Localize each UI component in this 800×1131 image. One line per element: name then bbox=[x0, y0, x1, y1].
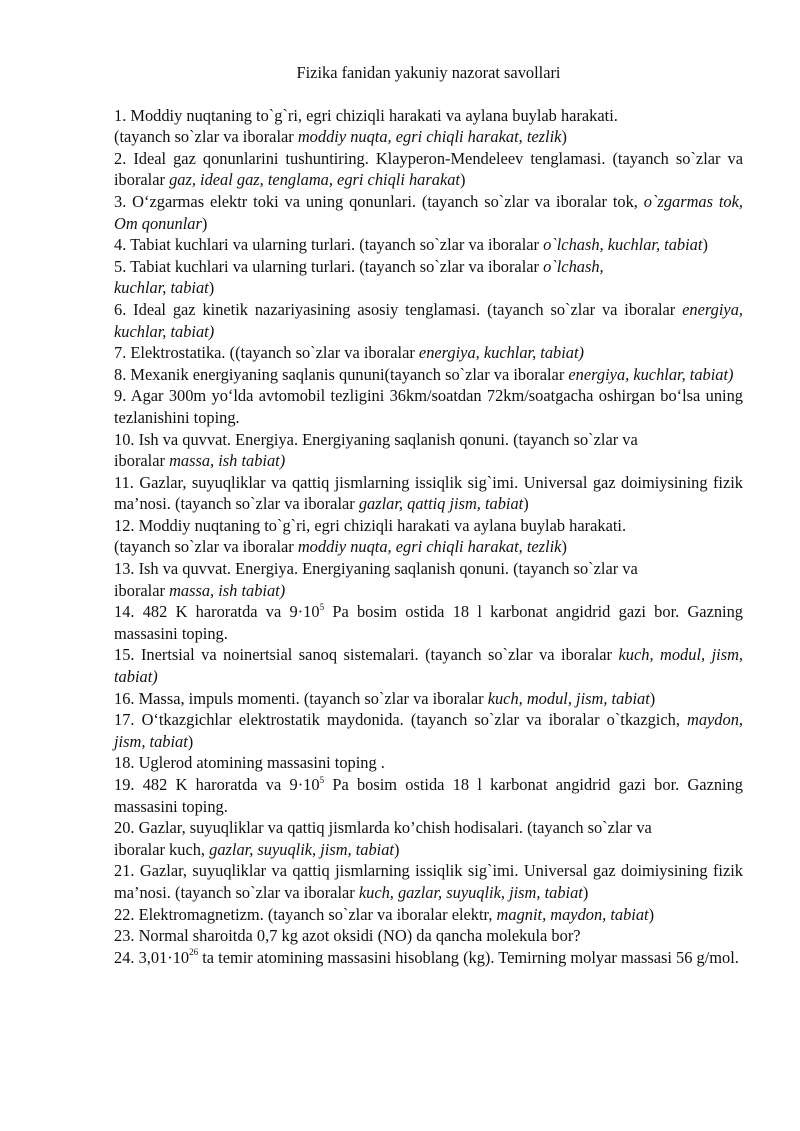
question-text: ) bbox=[201, 213, 208, 233]
question-text: ) bbox=[582, 882, 589, 902]
question-text: 7. Elektrostatika. ((tayanch so`zlar va iboralar bbox=[114, 343, 419, 363]
keyword-text: energiya, kuchlar, tabiat) bbox=[568, 364, 734, 384]
question-text: ) bbox=[648, 904, 655, 924]
question-item bbox=[114, 752, 743, 774]
keyword-text: o`lchash, bbox=[543, 256, 604, 276]
question-text: 5. Tabiat kuchlari va ularning turlari. (tayanch so`zlar va iboralar bbox=[114, 256, 544, 276]
question-item bbox=[114, 256, 743, 299]
keyword-text: moddiy nuqta, egri chiqli harakat, tezlik bbox=[297, 537, 562, 557]
question-text: 12. Moddiy nuqtaning to`g`ri, egri chiziqli harakati va aylana buylab harakati. bbox=[114, 515, 627, 535]
question-text: ) bbox=[702, 235, 708, 255]
question-text: ) bbox=[523, 494, 529, 514]
question-item bbox=[114, 191, 743, 234]
question-text: ) bbox=[459, 170, 466, 190]
exponent-text: 5 bbox=[319, 774, 325, 785]
keyword-text: massa, ish tabiat) bbox=[169, 580, 286, 600]
question-item bbox=[114, 148, 743, 191]
question-text: 16. Massa, impuls momenti. (tayanch so`zlar va iboralar bbox=[114, 688, 488, 708]
question-item bbox=[114, 385, 743, 428]
question-text: ) bbox=[393, 839, 400, 859]
exponent-text: 26 bbox=[189, 947, 199, 958]
keyword-text: gaz, ideal gaz, tenglama, egri chiqli harakat bbox=[169, 170, 460, 190]
question-text: 15. Inertsial va noinertsial sanoq sistemalari. (tayanch so`zlar va iboralar bbox=[114, 645, 619, 665]
question-text: ) bbox=[187, 731, 194, 751]
question-text: 17. O‘tkazgichlar elektrostatik maydonida. (tayanch so`zlar va iboralar o`tkazgich, bbox=[114, 710, 687, 730]
question-text: ) bbox=[561, 127, 567, 147]
question-text: 2. Ideal gaz qonunlarini tushuntiring. Klayperon-Mendeleev tenglamasi. (tayanch so`zlar va iboralar bbox=[114, 148, 743, 190]
question-text: (tayanch so`zlar va iboralar bbox=[114, 127, 298, 147]
keyword-text: massa, ish tabiat) bbox=[169, 451, 286, 471]
keyword-text: o`lchash, kuchlar, tabiat bbox=[543, 235, 703, 255]
keyword-text: o`zgarmas tok, Om qonunlar bbox=[114, 191, 743, 233]
question-text: ) bbox=[561, 537, 567, 557]
page-title: Fizika fanidan yakuniy nazorat savollari bbox=[296, 63, 561, 82]
question-text: 9. Agar 300m yo‘lda avtomobil tezligini 36km/soatdan 72km/soatgacha oshirgan bo‘lsa uning tezlanishini toping. bbox=[114, 386, 743, 427]
question-text: 14. 482 K haroratda va 9·10 bbox=[114, 602, 320, 622]
question-text: 24. 3,01·10 bbox=[114, 947, 190, 967]
question-text: (tayanch so`zlar va iboralar bbox=[114, 537, 298, 557]
question-text: iboralar kuch, bbox=[114, 839, 210, 859]
question-text: 19. 482 K haroratda va 9·10 bbox=[114, 775, 320, 794]
question-item bbox=[114, 947, 743, 969]
question-item bbox=[114, 472, 743, 515]
keyword-text: gazlar, qattiq jism, tabiat bbox=[358, 494, 524, 514]
question-item bbox=[114, 644, 743, 687]
question-item bbox=[114, 925, 743, 947]
question-text: ta temir atomining massasini hisoblang (kg). Temirning molyar massasi 56 g/mol. bbox=[198, 947, 739, 967]
question-text: Pa bosim ostida 18 l karbonat angidrid gazi bor. Gazning massasini toping. bbox=[114, 602, 743, 643]
question-item bbox=[114, 688, 743, 710]
keyword-text: moddiy nuqta, egri chiqli harakat, tezlik bbox=[297, 127, 562, 147]
question-text: 20. Gazlar, suyuqliklar va qattiq jismlarda ko’chish hodisalari. (tayanch so`zlar va bbox=[114, 818, 652, 838]
exponent-text: 5 bbox=[319, 601, 325, 612]
question-item bbox=[114, 364, 743, 386]
question-text: Pa bosim ostida 18 l karbonat angidrid gazi bor. Gazning massasini toping. bbox=[114, 775, 743, 816]
question-text: 22. Elektromagnetizm. (tayanch so`zlar va iboralar elektr, bbox=[114, 904, 497, 924]
question-text: 10. Ish va quvvat. Energiya. Energiyaning saqlanish qonuni. (tayanch so`zlar va bbox=[114, 429, 638, 449]
question-item bbox=[114, 299, 743, 342]
keyword-text: kuch, gazlar, suyuqlik, jism, tabiat bbox=[358, 882, 583, 902]
question-text: 21. Gazlar, suyuqliklar va qattiq jismlarning issiqlik sig`imi. Universal gaz doimiysining fizik ma’nosi. (tayanch so`zlar va iboralar bbox=[114, 861, 743, 902]
question-item bbox=[114, 904, 743, 926]
question-text: 6. Ideal gaz kinetik nazariyasining asosiy tenglamasi. (tayanch so`zlar va iboralar bbox=[114, 299, 683, 319]
question-text: 4. Tabiat kuchlari va ularning turlari. (tayanch so`zlar va iboralar bbox=[114, 235, 544, 255]
question-item bbox=[114, 515, 743, 558]
question-item bbox=[114, 817, 743, 860]
question-text: 11. Gazlar, suyuqliklar va qattiq jismlarning issiqlik sig`imi. Universal gaz doimiysining fizik ma’nosi. (tayanch so`zlar va iboralar bbox=[114, 472, 743, 514]
keyword-text: energiya, kuchlar, tabiat) bbox=[418, 343, 585, 363]
keyword-text: kuch, modul, jism, tabiat) bbox=[114, 645, 744, 687]
question-text: 13. Ish va quvvat. Energiya. Energiyaning saqlanish qonuni. (tayanch so`zlar va bbox=[114, 559, 638, 579]
question-text: iboralar bbox=[114, 451, 170, 471]
question-text: ) bbox=[649, 688, 656, 708]
keyword-text: kuchlar, tabiat bbox=[114, 278, 209, 298]
question-item bbox=[114, 774, 743, 817]
question-text: 8. Mexanik energiyaning saqlanis qununi(tayanch so`zlar va iboralar bbox=[114, 364, 569, 384]
keyword-text: gazlar, suyuqlik, jism, tabiat bbox=[209, 839, 394, 859]
question-text: iboralar bbox=[114, 580, 170, 600]
question-item bbox=[114, 234, 743, 256]
question-item bbox=[114, 860, 743, 903]
question-item bbox=[114, 709, 743, 752]
keyword-text: maydon, jism, tabiat bbox=[114, 710, 743, 751]
question-item bbox=[114, 342, 743, 364]
question-list bbox=[114, 105, 743, 969]
question-item bbox=[114, 429, 743, 472]
question-text: 18. Uglerod atomining massasini toping . bbox=[114, 753, 385, 773]
question-item bbox=[114, 601, 743, 644]
question-text: 1. Moddiy nuqtaning to`g`ri, egri chiziqli harakati va aylana buylab harakati. bbox=[114, 105, 618, 125]
keyword-text: kuch, modul, jism, tabiat bbox=[487, 688, 650, 708]
question-item bbox=[114, 105, 743, 148]
question-text: 23. Normal sharoitda 0,7 kg azot oksidi (NO) da qancha molekula bor? bbox=[114, 926, 581, 946]
keyword-text: energiya, kuchlar, tabiat) bbox=[114, 299, 743, 341]
question-text: ) bbox=[208, 278, 215, 298]
keyword-text: magnit, maydon, tabiat bbox=[496, 904, 649, 924]
question-text: 3. O‘zgarmas elektr toki va uning qonunlari. (tayanch so`zlar va iboralar tok, bbox=[114, 191, 644, 211]
question-item bbox=[114, 558, 743, 601]
